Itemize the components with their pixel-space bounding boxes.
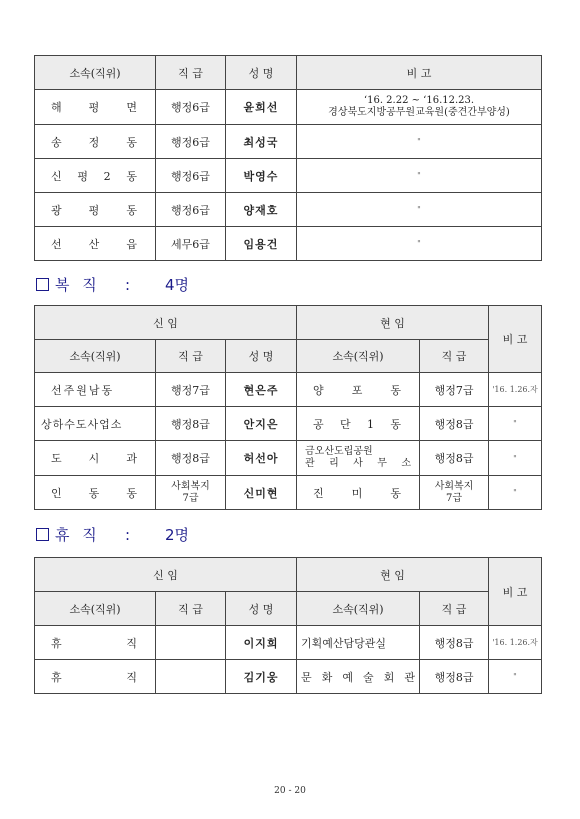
affiliation-cell: 휴 직	[35, 660, 156, 694]
table-header-row	[35, 340, 542, 373]
current-grade-line1: 사회복지	[434, 480, 474, 492]
table-header-row	[35, 558, 542, 592]
remark-cell	[297, 90, 542, 125]
header-current-affiliation: 소속(직위)	[297, 592, 420, 626]
name-cell: 신미현	[226, 476, 297, 510]
name-cell: 김기웅	[226, 660, 297, 694]
remark-cell: "	[297, 159, 542, 193]
table-row	[35, 373, 542, 407]
affiliation-cell: 상하수도사업소	[35, 407, 156, 441]
current-affiliation-cell: 문 화 예 술 회 관	[297, 660, 420, 694]
section-count: 2명	[165, 526, 190, 544]
remark-cell: "	[489, 660, 542, 694]
section-colon: :	[125, 276, 131, 294]
current-grade-cell: 행정8급	[420, 407, 489, 441]
leave-table	[34, 557, 542, 694]
header-name: 성 명	[226, 56, 297, 90]
current-grade-line2: 7급	[446, 492, 463, 504]
affiliation-cell: 송 정 동	[35, 125, 156, 159]
remark-cell: "	[489, 407, 542, 441]
grade-cell: 행정6급	[156, 125, 226, 159]
grade-cell	[156, 476, 226, 510]
section-title: 복 직	[55, 276, 101, 294]
grade-cell: 행정8급	[156, 441, 226, 476]
name-cell: 안지은	[226, 407, 297, 441]
grade-cell: 행정6급	[156, 193, 226, 227]
checkbox-square-icon	[36, 278, 49, 291]
grade-line1: 사회복지	[171, 480, 210, 492]
current-affiliation-cell: 진 미 동	[297, 476, 420, 510]
table-row	[35, 90, 542, 125]
remark-cell: "	[489, 476, 542, 510]
table-header-row	[35, 56, 542, 90]
affiliation-cell: 도 시 과	[35, 441, 156, 476]
remark-cell: '16. 1.26.자	[489, 626, 542, 660]
header-current-grade: 직 급	[420, 340, 489, 373]
current-affiliation-line2: 관 리 사 무 소	[305, 458, 412, 469]
header-remark: 비 고	[489, 558, 542, 626]
table-row	[35, 476, 542, 510]
remark-cell: "	[297, 193, 542, 227]
remark-period: ‘16. 2.22 ~ ‘16.12.23.	[363, 95, 475, 106]
header-grade: 직 급	[156, 56, 226, 90]
affiliation-cell: 휴 직	[35, 626, 156, 660]
current-affiliation-line1: 금오산도립공원	[305, 446, 373, 457]
header-new: 신 임	[35, 306, 297, 340]
remark-institution: 경상북도지방공무원교육원(중견간부양성)	[328, 107, 510, 118]
section-count: 4명	[165, 276, 190, 294]
table-header-row	[35, 592, 542, 626]
affiliation-cell: 신 평 2 동	[35, 159, 156, 193]
current-grade-cell	[420, 476, 489, 510]
current-affiliation-cell: 기획예산담당관실	[297, 626, 420, 660]
remark-cell: "	[297, 227, 542, 261]
transfer-table	[34, 55, 542, 261]
name-cell: 현은주	[226, 373, 297, 407]
table-header-row	[35, 306, 542, 340]
affiliation-cell: 광 평 동	[35, 193, 156, 227]
header-name: 성 명	[226, 340, 297, 373]
table-row	[35, 626, 542, 660]
name-cell: 최성국	[226, 125, 297, 159]
remark-cell: '16. 1.26.자	[489, 373, 542, 407]
name-cell: 임용건	[226, 227, 297, 261]
checkbox-square-icon	[36, 528, 49, 541]
current-grade-cell: 행정7급	[420, 373, 489, 407]
grade-cell: 행정8급	[156, 407, 226, 441]
name-cell: 박영수	[226, 159, 297, 193]
current-grade-cell: 행정8급	[420, 626, 489, 660]
current-affiliation-cell	[297, 441, 420, 476]
header-affiliation: 소속(직위)	[35, 592, 156, 626]
grade-cell: 세무6급	[156, 227, 226, 261]
table-row	[35, 441, 542, 476]
header-current-affiliation: 소속(직위)	[297, 340, 420, 373]
page-number: 20 - 20	[274, 786, 306, 796]
current-grade-cell: 행정8급	[420, 660, 489, 694]
grade-cell: 행정6급	[156, 90, 226, 125]
section-heading-leave	[36, 524, 189, 545]
header-grade: 직 급	[156, 592, 226, 626]
return-table	[34, 305, 542, 510]
section-title: 휴 직	[55, 526, 101, 544]
affiliation-cell: 선 산 읍	[35, 227, 156, 261]
name-cell: 허선아	[226, 441, 297, 476]
table-row	[35, 227, 542, 261]
header-name: 성 명	[226, 592, 297, 626]
grade-cell: 행정6급	[156, 159, 226, 193]
header-remark: 비 고	[489, 306, 542, 373]
grade-cell: 행정7급	[156, 373, 226, 407]
section-colon: :	[125, 526, 131, 544]
header-grade: 직 급	[156, 340, 226, 373]
table-row	[35, 125, 542, 159]
header-new: 신 임	[35, 558, 297, 592]
affiliation-cell: 해 평 면	[35, 90, 156, 125]
table-row	[35, 193, 542, 227]
header-current: 현 임	[297, 558, 489, 592]
name-cell: 양재호	[226, 193, 297, 227]
header-current: 현 임	[297, 306, 489, 340]
name-cell: 윤희선	[226, 90, 297, 125]
table-row	[35, 159, 542, 193]
current-grade-cell: 행정8급	[420, 441, 489, 476]
affiliation-cell: 인 동 동	[35, 476, 156, 510]
grade-cell	[156, 660, 226, 694]
remark-cell: "	[489, 441, 542, 476]
header-affiliation: 소속(직위)	[35, 340, 156, 373]
table-row	[35, 407, 542, 441]
header-remark: 비 고	[297, 56, 542, 90]
remark-cell: "	[297, 125, 542, 159]
current-affiliation-cell: 공 단 1 동	[297, 407, 420, 441]
name-cell: 이지희	[226, 626, 297, 660]
section-heading-return	[36, 274, 189, 295]
grade-cell	[156, 626, 226, 660]
header-affiliation: 소속(직위)	[35, 56, 156, 90]
affiliation-cell: 선주원남동	[35, 373, 156, 407]
current-affiliation-cell: 양 포 동	[297, 373, 420, 407]
grade-line2: 7급	[182, 492, 199, 504]
table-row	[35, 660, 542, 694]
header-current-grade: 직 급	[420, 592, 489, 626]
